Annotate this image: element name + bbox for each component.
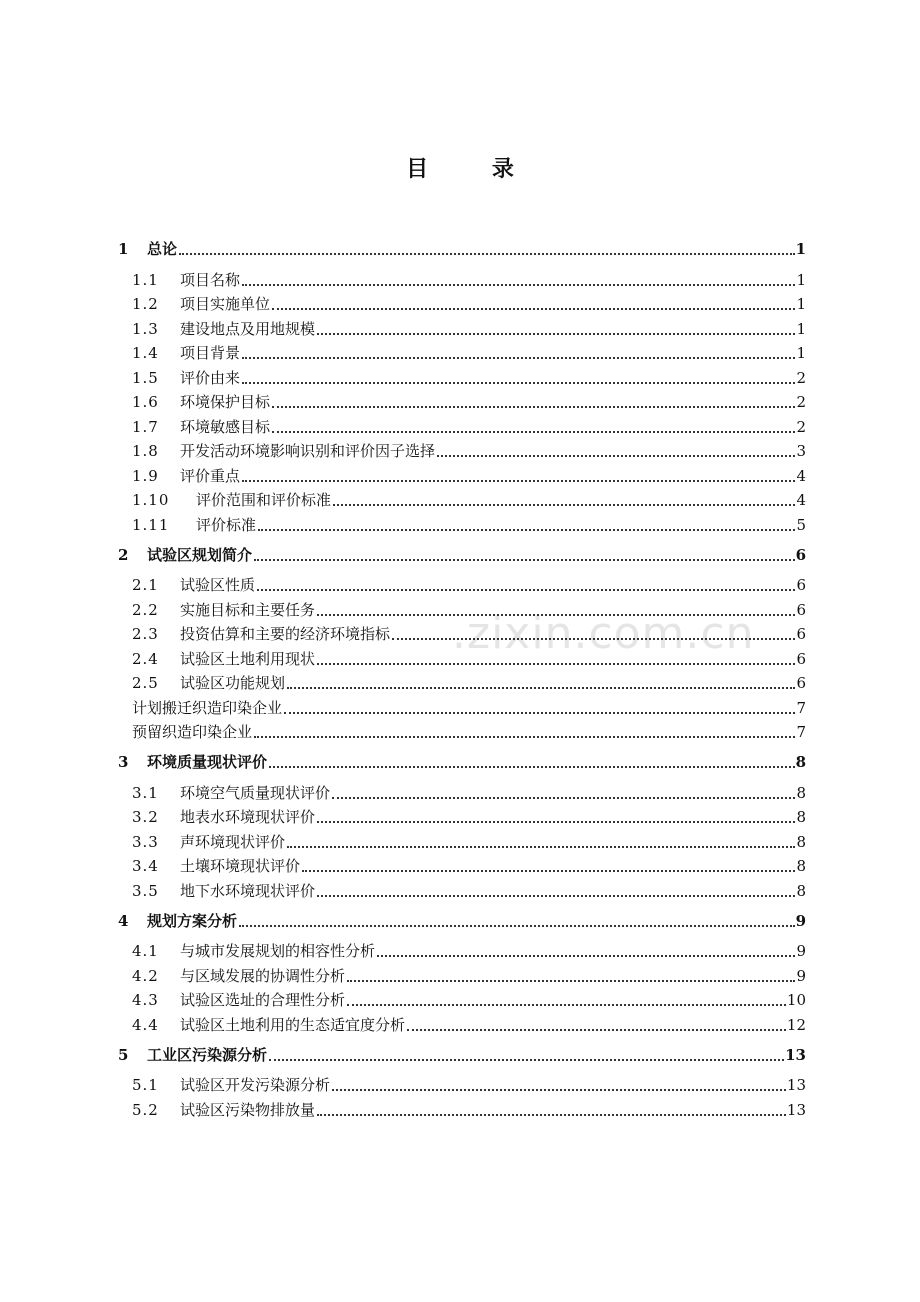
toc-leader-dots <box>317 662 795 665</box>
toc-entry-page-number: 9 <box>796 942 806 960</box>
toc-entry-label: 规划方案分析 <box>147 911 238 930</box>
toc-entry-number: 3.3 <box>132 832 159 851</box>
toc-entry-page-number: 4 <box>796 466 806 485</box>
toc-leader-dots <box>179 252 795 255</box>
toc-entry[interactable] <box>112 960 806 985</box>
toc-entry-page-number: 2 <box>796 368 806 387</box>
toc-entry-number: 2.5 <box>132 674 159 692</box>
watermark: .zixin.com.cn <box>452 608 755 659</box>
toc-chapter-entry[interactable] <box>112 538 806 564</box>
toc-entry[interactable] <box>112 875 806 900</box>
toc-entry[interactable] <box>112 643 806 668</box>
toc-entry-page-number: 1 <box>795 240 806 258</box>
toc-entry-page-number: 2 <box>796 393 806 411</box>
toc-entry-label: 工业区污染源分析 <box>147 1045 268 1064</box>
toc-leader-dots <box>392 637 795 640</box>
toc-entry-page-number: 13 <box>786 1076 806 1094</box>
toc-entry-page-number: 13 <box>785 1045 806 1064</box>
toc-entry-label: 建设地点及用地规模 <box>180 319 316 338</box>
toc-entry[interactable] <box>112 826 806 851</box>
toc-entry[interactable] <box>112 411 806 436</box>
toc-entry[interactable] <box>112 436 806 461</box>
toc-entry-label: 环境敏感目标 <box>180 417 271 436</box>
toc-entry[interactable] <box>112 936 806 961</box>
toc-entry-number: 1.11 <box>132 515 170 534</box>
toc-entry-page-number: 10 <box>786 991 806 1009</box>
toc-entry-number: 1.1 <box>132 270 159 289</box>
toc-entry-label: 评价重点 <box>180 466 241 485</box>
toc-entry-label: 环境空气质量现状评价 <box>180 783 331 802</box>
toc-leader-dots <box>302 869 795 872</box>
toc-entry-number: 2.3 <box>132 625 159 643</box>
toc-entry-label: 试验区土地利用现状 <box>180 649 316 668</box>
toc-entry-number: 5.2 <box>132 1100 159 1119</box>
toc-entry-number: 4.1 <box>132 942 159 960</box>
toc-entry-page-number: 6 <box>796 649 806 668</box>
toc-leader-dots <box>377 954 795 957</box>
toc-chapter-entry[interactable] <box>112 232 806 258</box>
toc-leader-dots <box>332 1088 786 1091</box>
toc-entry-number: 3.5 <box>132 881 159 900</box>
toc-entry-number: 1.8 <box>132 442 159 460</box>
toc-entry-number: 3.1 <box>132 783 159 802</box>
toc-entry-label: 试验区规划简介 <box>147 545 253 564</box>
toc-entry-number: 1.9 <box>132 466 159 485</box>
page-title: 目 录 <box>406 156 542 182</box>
toc-entry-number: 4.4 <box>132 1015 159 1034</box>
toc-entry-page-number: 9 <box>796 966 806 985</box>
toc-leader-dots <box>347 979 795 982</box>
toc-entry-page-number: 8 <box>796 783 806 802</box>
toc-entry-page-number: 1 <box>796 295 806 313</box>
toc-entry-label: 与区域发展的协调性分析 <box>180 966 346 985</box>
toc-entry-page-number: 6 <box>796 600 806 619</box>
table-of-contents <box>112 228 806 1119</box>
toc-leader-dots <box>317 820 795 823</box>
toc-entry-number: 1.7 <box>132 417 159 436</box>
toc-chapter-entry[interactable] <box>112 745 806 771</box>
toc-entry-label: 总论 <box>147 240 178 258</box>
toc-leader-dots <box>257 588 795 591</box>
toc-entry-page-number: 6 <box>796 674 806 692</box>
toc-entry-page-number: 2 <box>796 417 806 436</box>
toc-entry-label: 声环境现状评价 <box>180 832 286 851</box>
toc-leader-dots <box>269 765 795 768</box>
toc-entry-page-number: 9 <box>795 911 806 930</box>
toc-leader-dots <box>272 430 795 433</box>
toc-entry-number: 1.3 <box>132 319 159 338</box>
toc-entry-number: 2 <box>118 545 129 564</box>
toc-leader-dots <box>258 528 795 531</box>
toc-entry-page-number: 6 <box>796 625 806 643</box>
toc-entry[interactable] <box>112 1070 806 1095</box>
toc-entry-label: 投资估算和主要的经济环境指标 <box>180 625 391 643</box>
toc-leader-dots <box>269 1058 784 1061</box>
toc-entry-label: 试验区土地利用的生态适宜度分析 <box>180 1015 406 1034</box>
toc-entry-page-number: 8 <box>795 753 806 771</box>
toc-entry-page-number: 1 <box>796 270 806 289</box>
toc-entry-label: 地表水环境现状评价 <box>180 808 316 826</box>
toc-leader-dots <box>317 613 795 616</box>
toc-entry-page-number: 6 <box>796 576 806 594</box>
toc-entry-number: 2.1 <box>132 576 159 594</box>
toc-entry-label: 环境质量现状评价 <box>147 753 268 771</box>
toc-leader-dots <box>287 686 795 689</box>
toc-leader-dots <box>284 711 795 714</box>
toc-leader-dots <box>254 558 795 561</box>
toc-leader-dots <box>272 405 795 408</box>
toc-entry[interactable] <box>112 717 806 742</box>
toc-entry-number: 1 <box>118 240 129 258</box>
toc-entry[interactable] <box>112 1009 806 1034</box>
toc-leader-dots <box>242 283 795 286</box>
toc-entry-label: 试验区选址的合理性分析 <box>180 991 346 1009</box>
toc-entry[interactable] <box>112 509 806 534</box>
toc-entry-page-number: 4 <box>796 491 806 509</box>
toc-entry-page-number: 8 <box>796 808 806 826</box>
toc-entry-number: 2.4 <box>132 649 159 668</box>
toc-entry-page-number: 8 <box>796 881 806 900</box>
toc-entry-page-number: 7 <box>796 723 806 741</box>
toc-leader-dots <box>242 479 795 482</box>
toc-entry[interactable] <box>112 362 806 387</box>
toc-chapter-entry[interactable] <box>112 1038 806 1064</box>
toc-leader-dots <box>437 454 795 457</box>
toc-entry[interactable] <box>112 692 806 717</box>
toc-entry[interactable] <box>112 594 806 619</box>
toc-entry[interactable] <box>112 619 806 644</box>
toc-leader-dots <box>239 924 795 927</box>
toc-entry-number: 1.10 <box>132 491 170 509</box>
toc-entry-number: 5 <box>118 1045 129 1064</box>
toc-entry-label: 开发活动环境影响识别和评价因子选择 <box>180 442 436 460</box>
toc-entry-page-number: 13 <box>786 1100 806 1119</box>
toc-entry-number: 4.3 <box>132 991 159 1009</box>
toc-entry[interactable] <box>112 802 806 827</box>
toc-entry-number: 1.4 <box>132 344 159 362</box>
toc-leader-dots <box>333 503 795 506</box>
toc-entry-number: 1.2 <box>132 295 159 313</box>
toc-entry-page-number: 6 <box>795 545 806 564</box>
toc-entry[interactable] <box>112 668 806 693</box>
toc-entry-label: 项目名称 <box>180 270 241 289</box>
toc-entry[interactable] <box>112 264 806 289</box>
toc-entry-page-number: 8 <box>796 857 806 875</box>
toc-leader-dots <box>407 1028 786 1031</box>
toc-entry[interactable] <box>112 985 806 1010</box>
toc-entry[interactable] <box>112 1094 806 1119</box>
toc-entry-page-number: 7 <box>796 698 806 717</box>
toc-leader-dots <box>317 332 795 335</box>
toc-entry-label: 评价标准 <box>196 515 257 534</box>
toc-entry[interactable] <box>112 460 806 485</box>
toc-entry-label: 实施目标和主要任务 <box>180 600 316 619</box>
toc-entry-label: 地下水环境现状评价 <box>180 881 316 900</box>
toc-entry-page-number: 3 <box>796 442 806 460</box>
toc-entry-number: 3.4 <box>132 857 159 875</box>
toc-entry-number: 4 <box>118 911 129 930</box>
toc-entry-number: 3.2 <box>132 808 159 826</box>
toc-entry-page-number: 1 <box>796 319 806 338</box>
toc-entry-page-number: 12 <box>786 1015 806 1034</box>
toc-leader-dots <box>317 1113 786 1116</box>
toc-entry-number: 5.1 <box>132 1076 159 1094</box>
toc-leader-dots <box>287 845 795 848</box>
toc-entry-page-number: 5 <box>796 515 806 534</box>
toc-entry-label: 项目实施单位 <box>180 295 271 313</box>
toc-entry-label: 与城市发展规划的相容性分析 <box>180 942 376 960</box>
toc-entry-number: 1.6 <box>132 393 159 411</box>
toc-chapter-entry[interactable] <box>112 904 806 930</box>
toc-entry-label: 评价范围和评价标准 <box>196 491 332 509</box>
toc-leader-dots <box>332 796 795 799</box>
toc-entry[interactable] <box>112 777 806 802</box>
toc-entry-page-number: 8 <box>796 832 806 851</box>
toc-entry[interactable] <box>112 570 806 595</box>
toc-entry-label: 计划搬迁织造印染企业 <box>132 698 283 717</box>
toc-entry-label: 环境保护目标 <box>180 393 271 411</box>
toc-entry-number: 1.5 <box>132 368 159 387</box>
toc-leader-dots <box>317 894 795 897</box>
toc-entry[interactable] <box>112 313 806 338</box>
toc-entry-label: 土壤环境现状评价 <box>180 857 301 875</box>
toc-entry[interactable] <box>112 851 806 876</box>
toc-entry[interactable] <box>112 387 806 412</box>
toc-entry-page-number: 1 <box>796 344 806 362</box>
toc-entry-label: 试验区性质 <box>180 576 256 594</box>
toc-entry-number: 2.2 <box>132 600 159 619</box>
toc-entry-number: 4.2 <box>132 966 159 985</box>
toc-entry-label: 项目背景 <box>180 344 241 362</box>
toc-entry-label: 试验区污染物排放量 <box>180 1100 316 1119</box>
toc-leader-dots <box>272 307 795 310</box>
toc-entry-number: 3 <box>118 753 129 771</box>
toc-entry-label: 评价由来 <box>180 368 241 387</box>
toc-entry[interactable] <box>112 338 806 363</box>
toc-entry[interactable] <box>112 289 806 314</box>
toc-entry-label: 试验区开发污染源分析 <box>180 1076 331 1094</box>
toc-entry-label: 预留织造印染企业 <box>132 723 253 741</box>
toc-leader-dots <box>242 381 795 384</box>
toc-entry-label: 试验区功能规划 <box>180 674 286 692</box>
toc-leader-dots <box>347 1003 786 1006</box>
toc-leader-dots <box>254 735 795 738</box>
toc-leader-dots <box>242 356 795 359</box>
toc-entry[interactable] <box>112 485 806 510</box>
